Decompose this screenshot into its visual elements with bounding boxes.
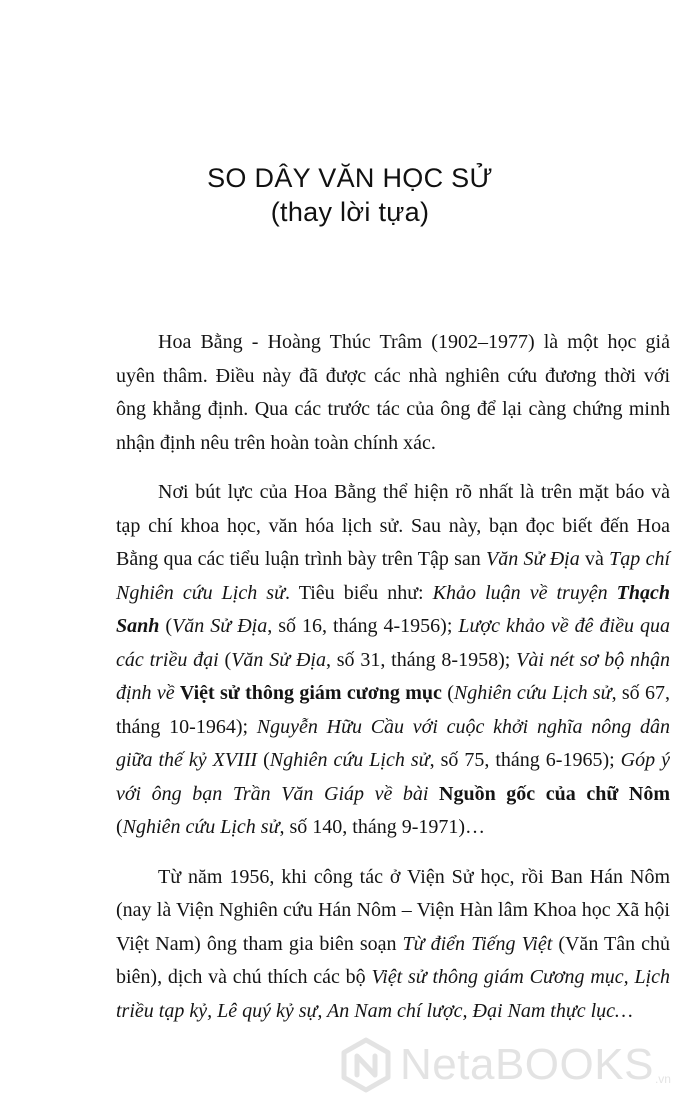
work-title: Nghiên cứu Lịch sử [122, 816, 280, 838]
text-run: ( [441, 682, 454, 704]
paragraph-1 [116, 326, 670, 460]
work-title: Khảo luận về truyện [432, 581, 617, 604]
text-run: Từ năm 1956, khi công tác ở Viện Sử học, rồi Ban Hán Nôm (nay là Viện Nghiên cứu Hán Nôm – Viện Hàn lâm Khoa học Xã hội Việt Nam) ông tham gia biên soạn [116, 865, 670, 955]
work-title: Từ điển Tiếng Việt [402, 932, 553, 955]
body-text [116, 326, 670, 1044]
text-run: , số 16, tháng 4-1956); [267, 615, 459, 637]
work-title: Nguyễn Hữu Cầu với cuộc khởi nghĩa nông dân giữa thế kỷ XVIII [116, 715, 671, 771]
text-run: ( [218, 648, 232, 671]
text-run: Nơi bút lực của Hoa Bằng thể hiện rõ nhất là trên mặt báo và tạp chí khoa học, văn hóa lịch sử. Sau này, bạn đọc biết đến Hoa Bằng qua các tiểu luận trình bày trên Tập san [116, 481, 670, 570]
work-title: Tạp chí Nghiên cứu Lịch sử [116, 548, 671, 604]
work-title-bold: Việt sử thông giám cương mục [179, 682, 442, 704]
netabooks-logo-icon [338, 1037, 394, 1093]
work-title: Việt sử thông giám Cương mục, Lịch triều tạp kỷ, Lê quý kỷ sự, An Nam chí lược, Đại Nam thực lục… [116, 966, 670, 1022]
text-run: ( [257, 749, 270, 771]
work-title: Văn Sử Địa [172, 615, 268, 637]
text-run: . Tiêu biểu như: [285, 581, 433, 604]
text-run: ( [116, 816, 123, 838]
work-title: Nghiên cứu Lịch sử [269, 749, 430, 771]
text-run: , số 67, tháng 10-1964); [116, 682, 670, 738]
work-title: Nghiên cứu Lịch sử [453, 682, 612, 704]
paragraph-2 [116, 476, 670, 845]
text-run: , số 75, tháng 6-1965); [429, 749, 621, 771]
text-run: (Văn Tân chủ biên), dịch và chú thích các bộ [116, 932, 670, 988]
watermark-brand: NetaBOOKS [400, 1040, 654, 1089]
netabooks-watermark [338, 1030, 671, 1100]
work-title: Lược khảo về đê điều qua các triều đại [116, 615, 670, 671]
paragraph-3 [116, 861, 670, 1029]
work-title-bold: Nguồn gốc của chữ Nôm [439, 782, 670, 805]
chapter-title: SO DÂY VĂN HỌC SỬ [207, 163, 493, 193]
text-run: , số 140, tháng 9-1971)… [279, 816, 486, 838]
watermark-suffix: .vn [654, 1072, 671, 1086]
text-run: , số 31, tháng 8-1958); [325, 648, 517, 671]
paragraph-1-text: Hoa Bằng - Hoàng Thúc Trâm (1902–1977) là một học giả uyên thâm. Điều này đã được các nhà nghiên cứu đương thời với ông khẳng định. Qua các trước tác của ông để lại càng chứng minh nhận định nêu trên hoàn toàn chính xác. [116, 331, 670, 454]
work-title: Văn Sử Địa [231, 648, 326, 671]
work-title: Góp ý với ông bạn Trần Văn Giáp về bài [116, 749, 670, 805]
text-run: và [579, 548, 610, 570]
work-title: Vài nét sơ bộ nhận định về [116, 648, 671, 704]
work-title: Văn Sử Địa [486, 548, 580, 570]
text-run: ( [159, 615, 173, 637]
work-title-bold: Thạch Sanh [116, 581, 671, 637]
chapter-subtitle: (thay lời tựa) [270, 197, 430, 227]
